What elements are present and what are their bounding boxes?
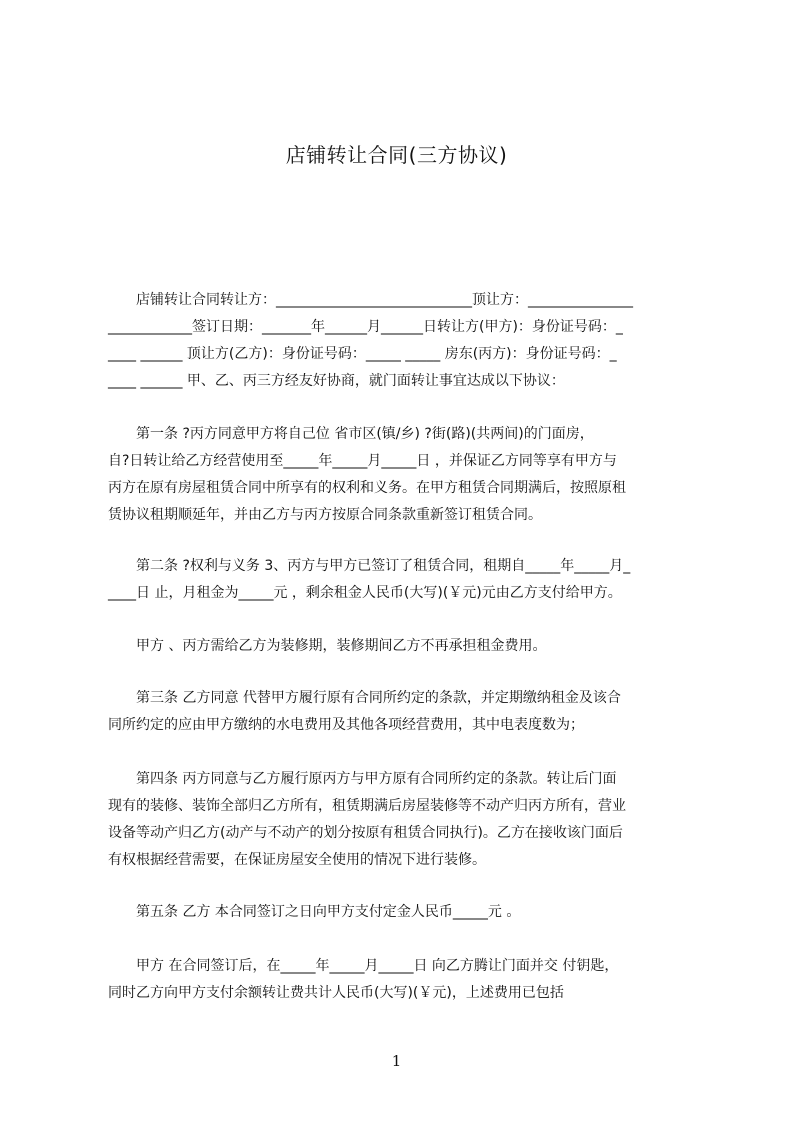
text-line: 现有的装修、装饰全部归乙方所有，租赁期满后房屋装修等不动产归丙方所有，营业 bbox=[108, 798, 626, 814]
text-line: 第四条 丙方同意与乙方履行原丙方与甲方原有合同所约定的条款。转让后门面 bbox=[108, 771, 617, 787]
text-line: 同所约定的应由甲方缴纳的水电费用及其他各项经营费用，其中电表度数为； bbox=[108, 717, 584, 733]
text-line: 第五条 乙方 本合同签订之日向甲方支付定金人民币_____元 。 bbox=[108, 904, 521, 920]
paragraph-intro bbox=[108, 287, 700, 395]
text-line: 第三条 乙方同意 代替甲方履行原有合同所约定的条款，并定期缴纳租金及该合 bbox=[108, 690, 621, 706]
text-line: 有权根据经营需要，在保证房屋安全使用的情况下进行装修。 bbox=[108, 852, 486, 868]
text-line: ____ ______ 甲、乙、丙三方经友好协商，就门面转让事宜达成以下协议： bbox=[108, 373, 565, 389]
paragraph-article-4 bbox=[108, 766, 700, 874]
text-line: 丙方在原有房屋租赁合同中所享有的权利和义务。在甲方租赁合同期满后，按照原租 bbox=[108, 480, 626, 496]
paragraph-article-1 bbox=[108, 421, 700, 529]
paragraph-article-2 bbox=[108, 553, 700, 607]
paragraph-article-2b bbox=[108, 633, 700, 660]
text-line: ____________签订日期：_______年______月______日转让方(甲方)：身份证号码：_ bbox=[108, 319, 623, 335]
text-line: 甲方 在合同签订后，在_____年_____月_____日 向乙方腾让门面并交 付钥匙， bbox=[108, 958, 619, 974]
text-line: 设备等动产归乙方(动产与不动产的划分按原有租赁合同执行)。乙方在接收该门面后 bbox=[108, 825, 623, 841]
paragraph-article-5 bbox=[108, 899, 700, 926]
text-line: 甲方 、丙方需给乙方为装修期，装修期间乙方不再承担租金费用。 bbox=[108, 638, 547, 654]
text-line: 第二条 ?权利与义务 3、丙方与甲方已签订了租赁合同，租期自_____年_____月_ bbox=[108, 558, 631, 574]
text-line: ____ ______ 顶让方(乙方)：身份证号码：_____ _____ 房东(丙方)：身份证号码：_ bbox=[108, 346, 617, 362]
paragraph-article-3 bbox=[108, 685, 700, 739]
text-line: 赁协议租期顺延年，并由乙方与丙方按原合同条款重新签订租赁合同。 bbox=[108, 507, 542, 523]
document-title: 店铺转让合同(三方协议) bbox=[285, 143, 508, 167]
text-line: ____日 止，月租金为_____元 ，剩余租金人民币(大写)(￥元)元由乙方支付给甲方。 bbox=[108, 585, 622, 601]
text-line: 店铺转让合同转让方：____________________________顶让方：_______________ bbox=[108, 292, 633, 308]
text-line: 同时乙方向甲方支付余额转让费共计人民币(大写)(￥元)，上述费用已包括 bbox=[108, 985, 564, 1001]
text-line: 第一条 ?丙方同意甲方将自己位 省市区(镇/乡) ?街(路)(共两间)的门面房， bbox=[108, 426, 594, 442]
paragraph-article-5b bbox=[108, 953, 700, 1007]
page-number: 1 bbox=[391, 1052, 402, 1070]
text-line: 自?日转让给乙方经营使用至_____年_____月_____日 ，并保证乙方同等享有甲方与 bbox=[108, 453, 617, 469]
